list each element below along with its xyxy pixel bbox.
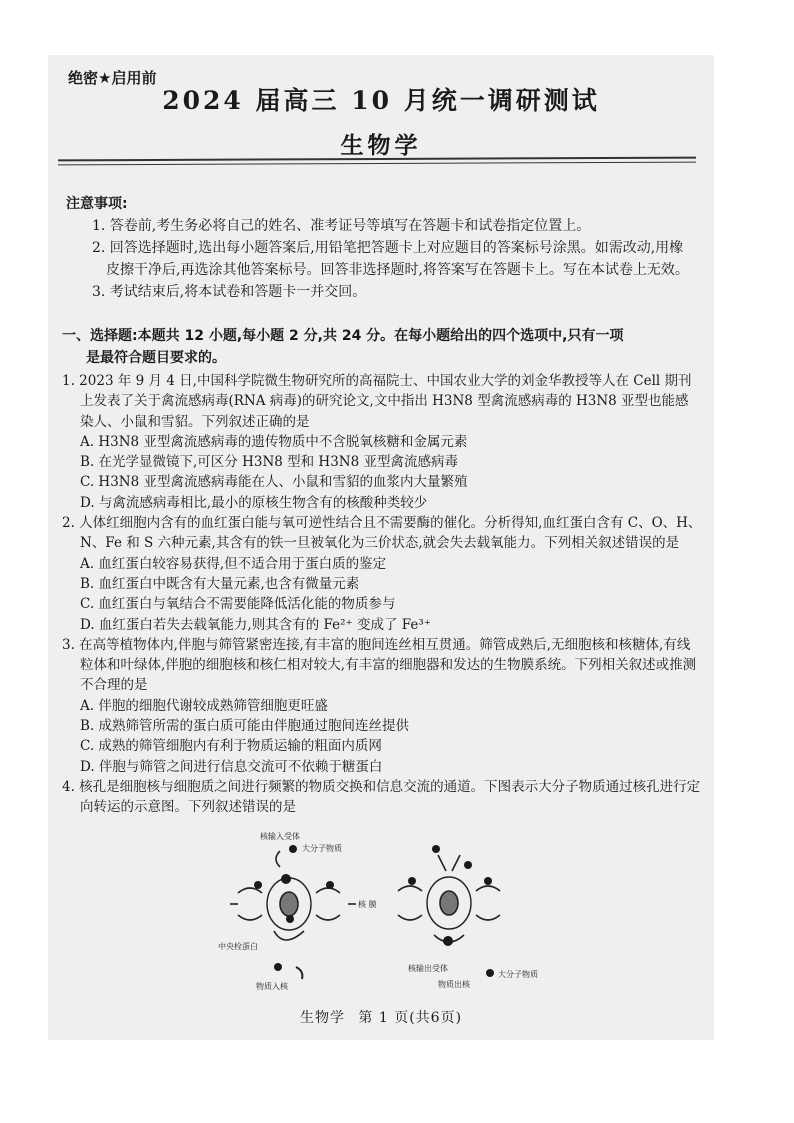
option: A. 伴胞的细胞代谢较成熟筛管细胞更旺盛 bbox=[80, 697, 328, 714]
question-2 bbox=[62, 513, 702, 635]
option: D. 伴胞与筛管之间进行信息交流可不依赖于糖蛋白 bbox=[80, 758, 383, 775]
right-pore bbox=[398, 855, 500, 942]
left-receptor-free bbox=[296, 967, 302, 979]
option: C. 成熟的筛管细胞内有利于物质运输的粗面内质网 bbox=[80, 738, 382, 755]
section-heading bbox=[62, 325, 702, 369]
header-rule-thin bbox=[58, 162, 696, 166]
option: B. 血红蛋白中既含有大量元素,也含有微量元素 bbox=[80, 575, 360, 592]
footer-page: 第 1 页(共6页) bbox=[358, 1010, 463, 1026]
exam-page bbox=[48, 55, 714, 1040]
question-4 bbox=[62, 777, 702, 818]
left-pore bbox=[230, 851, 356, 940]
question-stem: 2. 人体红细胞内含有的血红蛋白能与氧可逆性结合且不需要酶的催化。分析得知,血红蛋白含有 C、O、H、N、Fe 和 S 六种元素,其含有的铁一旦被氧化为三价状态,就会失去载氧能力。下列相关叙述错误的是 bbox=[62, 515, 702, 552]
page-footer bbox=[48, 1007, 714, 1027]
question-3 bbox=[62, 635, 702, 777]
question-stem: 1. 2023 年 9 月 4 日,中国科学院微生物研究所的高福院士、中国农业大学的刘金华教授等人在 Cell 期刊上发表了关于禽流感病毒(RNA 病毒)的研究论文,文中指出 H3N8 型禽流感病毒的 H3N8 亚型也能感染人、小鼠和雪貂。下列叙述正确的是 bbox=[62, 373, 692, 430]
label-import-receptor: 核输入受体 bbox=[260, 832, 300, 841]
option: C. H3N8 亚型禽流感病毒能在人、小鼠和雪貂的血浆内大量繁殖 bbox=[80, 474, 468, 491]
option: D. 血红蛋白若失去载氧能力,则其含有的 Fe²⁺ 变成了 Fe³⁺ bbox=[80, 616, 431, 633]
question-stem: 4. 核孔是细胞核与细胞质之间进行频繁的物质交换和信息交流的通道。下图表示大分子物质通过核孔进行定向转运的示意图。下列叙述错误的是 bbox=[62, 778, 701, 816]
label-macromolecule-bottom: 大分子物质 bbox=[498, 970, 538, 979]
exam-title: 2024 届高三 10 月统一调研测试 bbox=[162, 86, 600, 115]
label-central-plug: 中央栓蛋白 bbox=[218, 942, 258, 951]
secret-mark: 绝密★启用前 bbox=[68, 69, 157, 87]
label-nuclear-membrane: 核 膜 bbox=[358, 900, 377, 909]
footer-subject: 生物学 bbox=[299, 1010, 345, 1026]
option: D. 与禽流感病毒相比,最小的原核生物含有的核酸种类较少 bbox=[80, 494, 428, 511]
section-line: 一、选择题:本题共 12 小题,每小题 2 分,共 24 分。在每小题给出的四个选项中,只有一项 bbox=[62, 328, 624, 344]
question-stem: 3. 在高等植物体内,伴胞与筛管紧密连接,有丰富的胞间连丝相互贯通。筛管成熟后,无细胞核和核糖体,有线粒体和叶绿体,伴胞的细胞核和核仁相对较大,有丰富的细胞器和发达的生物膜系统。下列相关叙述或推测不合理的是 bbox=[62, 636, 697, 694]
option: B. 成熟筛管所需的蛋白质可能由伴胞通过胞间连丝提供 bbox=[80, 718, 410, 735]
notice-item: 1. 答卷前,考生务必将自己的姓名、准考证号等填写在答题卡和试卷指定位置上。 bbox=[92, 218, 591, 234]
option: B. 在光学显微镜下,可区分 H3N8 型和 H3N8 亚型禽流感病毒 bbox=[80, 454, 458, 471]
option: A. 血红蛋白较容易获得,但不适合用于蛋白质的鉴定 bbox=[80, 555, 387, 572]
question-1 bbox=[62, 371, 702, 513]
section-line: 是最符合题目要求的。 bbox=[86, 350, 226, 366]
label-export: 物质出核 bbox=[438, 980, 470, 989]
notice-block bbox=[66, 193, 696, 303]
label-macromolecule-top: 大分子物质 bbox=[302, 844, 342, 853]
label-export-receptor: 核输出受体 bbox=[408, 964, 448, 973]
notice-item: 3. 考试结束后,将本试卷和答题卡一并交回。 bbox=[92, 284, 367, 300]
nuclear-pore-diagram bbox=[198, 831, 538, 1001]
exam-subject: 生物学 bbox=[340, 132, 422, 159]
option: A. H3N8 亚型禽流感病毒的遗传物质中不含脱氧核糖和金属元素 bbox=[80, 433, 468, 450]
notice-item: 2. 回答选择题时,选出每小题答案后,用铅笔把答题卡上对应题目的答案标号涂黑。如需改动,用橡皮擦干净后,再选涂其他答案标号。回答非选择题时,将答案写在答题卡上。写在本试卷上无效。 bbox=[92, 240, 689, 278]
option: C. 血红蛋白与氧结合不需要能降低活化能的物质参与 bbox=[80, 596, 396, 613]
notice-label: 注意事项: bbox=[66, 196, 128, 212]
question-list bbox=[62, 371, 702, 818]
label-import: 物质入核 bbox=[256, 982, 288, 991]
